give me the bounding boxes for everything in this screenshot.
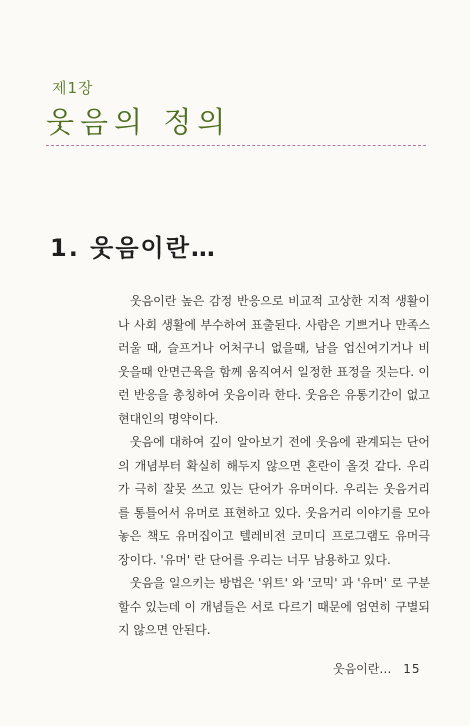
body-text (118, 290, 430, 643)
page-footer (333, 660, 420, 677)
paragraph: 웃음을 일으키는 방법은 '위트' 와 '코믹' 과 '유머' 로 구분할수 있는데 이 개념들은 서로 다르기 때문에 엄연히 구별되지 않으면 안된다. (118, 576, 430, 637)
chapter-label: 제1장 (52, 79, 94, 97)
page-number: 15 (403, 662, 421, 676)
paragraph: 웃음에 대하여 깊이 알아보기 전에 웃음에 관계되는 단어의 개념부터 확실히 해두지 않으면 혼란이 올것 같다. 우리가 극히 잘못 쓰고 있는 단어가 유머이다. 우리는 웃음거리를 통틀어서 유머로 표현하고 있다. 웃음거리 이야기를 모아놓은 책도 유머집이고 텔레비전 코미디 프로그램도 유머극장이다. '유머' 란 단어를 우리는 너무 남용하고 있다. (118, 435, 430, 567)
section-title: 1. 웃음이란… (50, 234, 217, 262)
paragraph: 웃음이란 높은 감정 반응으로 비교적 고상한 지적 생활이나 사회 생활에 부수하여 표출된다. 사람은 기쁘거나 만족스러울 때, 슬프거나 어처구니 없을때, 남을 업신여기거나 비웃을때 안면근육을 함께 움직여서 일정한 표정을 짓는다. 이런 반응을 총칭하여 웃음이라 한다. 웃음은 유통기간이 없고 현대인의 명약이다. (118, 294, 430, 426)
chapter-divider (46, 145, 426, 146)
chapter-title: 웃음의 정의 (46, 105, 232, 139)
running-title: 웃음이란… (333, 662, 392, 676)
